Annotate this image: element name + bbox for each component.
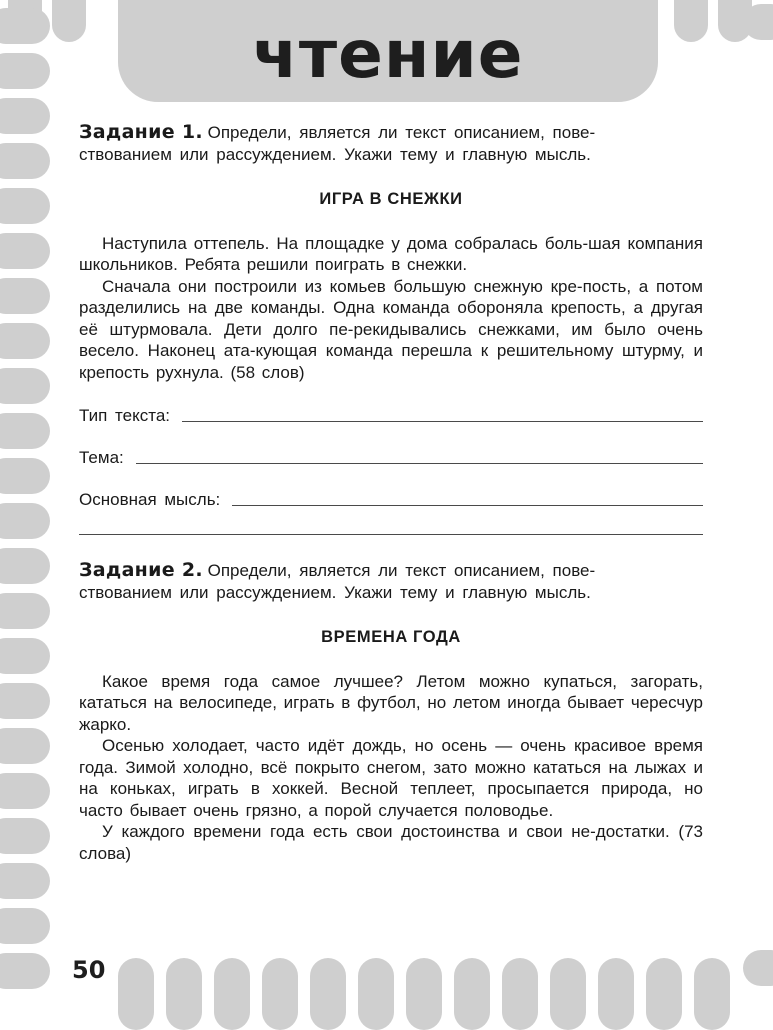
binding-tab bbox=[0, 188, 50, 224]
binding-tab bbox=[0, 818, 50, 854]
binding-tab bbox=[0, 773, 50, 809]
text-type-blank[interactable] bbox=[182, 421, 703, 422]
binding-tab bbox=[0, 233, 50, 269]
binding-tab bbox=[0, 143, 50, 179]
main-idea-label: Основная мысль: bbox=[79, 489, 221, 509]
task-2-instruction-line-1: Определи, является ли текст описанием, пове- bbox=[207, 561, 596, 580]
binding-tab bbox=[0, 98, 50, 134]
theme-label: Тема: bbox=[79, 447, 124, 467]
page-number: 50 bbox=[66, 954, 111, 986]
task-1-label: Задание 1. bbox=[79, 121, 203, 143]
task-2-header bbox=[79, 560, 703, 603]
text-type-label: Тип текста: bbox=[79, 405, 171, 425]
task-2-story-title: ВРЕМЕНА ГОДА bbox=[321, 628, 461, 646]
binding-tab bbox=[0, 683, 50, 719]
bottom-tab bbox=[598, 958, 634, 1030]
bottom-tab bbox=[502, 958, 538, 1030]
bottom-tab bbox=[310, 958, 346, 1030]
bottom-tab bbox=[406, 958, 442, 1030]
binding-tab bbox=[0, 638, 50, 674]
binding-tab bbox=[0, 503, 50, 539]
bottom-tab bbox=[166, 958, 202, 1030]
bottom-tab bbox=[118, 958, 154, 1030]
binding-tab bbox=[0, 953, 50, 989]
bottom-tab bbox=[550, 958, 586, 1030]
task-1-paragraph: Наступила оттепель. На площадке у дома собралась боль-шая компания школьников. Ребята решили поиграть в снежки. bbox=[79, 233, 703, 274]
task-1 bbox=[79, 122, 703, 535]
main-idea-answer bbox=[79, 489, 703, 510]
binding-tab bbox=[0, 728, 50, 764]
bottom-tab bbox=[454, 958, 490, 1030]
page-title: чтение bbox=[252, 16, 524, 93]
left-binding-tabs bbox=[0, 0, 50, 1000]
task-2-paragraph: Какое время года самое лучшее? Летом можно купаться, загорать, кататься на велосипеде, играть в футбол, но летом иногда бывает чересчур жарко. bbox=[79, 671, 703, 734]
task-1-header bbox=[79, 122, 703, 165]
binding-tab bbox=[0, 863, 50, 899]
binding-tab bbox=[0, 593, 50, 629]
task-2-paragraph: Осенью холодает, часто идёт дождь, но осень — очень красивое время года. Зимой холодно, всё покрыто снегом, зато можно кататься на лыжах и на коньках, играть в хоккей. Весной теплеет, просыпается природа, но часто бывает очень грязно, а порой случается половодье. bbox=[79, 736, 703, 820]
task-2 bbox=[79, 560, 703, 864]
binding-tab bbox=[0, 278, 50, 314]
binding-tab bbox=[0, 8, 50, 44]
main-idea-blank[interactable] bbox=[232, 505, 703, 506]
binding-tab bbox=[0, 908, 50, 944]
binding-tab bbox=[0, 413, 50, 449]
task-1-answers bbox=[79, 405, 703, 535]
binding-tab bbox=[0, 53, 50, 89]
bottom-tab bbox=[694, 958, 730, 1030]
bottom-tab bbox=[214, 958, 250, 1030]
bottom-tab bbox=[646, 958, 682, 1030]
content bbox=[79, 122, 703, 864]
theme-blank[interactable] bbox=[136, 463, 703, 464]
task-1-instruction-line-2: ствованием или рассуждением. Укажи тему и главную мысль. bbox=[79, 144, 591, 164]
bottom-tab bbox=[358, 958, 394, 1030]
task-1-instruction-line-1: Определи, является ли текст описанием, пове- bbox=[207, 123, 596, 142]
binding-tab bbox=[0, 368, 50, 404]
task-2-label: Задание 2. bbox=[79, 559, 203, 581]
task-2-paragraph: У каждого времени года есть свои достоинства и свои не-достатки. (73 слова) bbox=[79, 822, 703, 863]
main-idea-blank-continuation[interactable] bbox=[79, 534, 703, 535]
text-type-answer bbox=[79, 405, 703, 426]
theme-answer bbox=[79, 447, 703, 468]
binding-tab bbox=[0, 323, 50, 359]
binding-tab bbox=[0, 458, 50, 494]
bottom-tab bbox=[262, 958, 298, 1030]
binding-tab bbox=[0, 548, 50, 584]
task-1-story-title: ИГРА В СНЕЖКИ bbox=[319, 190, 463, 208]
task-2-instruction-line-2: ствованием или рассуждением. Укажи тему и главную мысль. bbox=[79, 582, 591, 602]
task-1-paragraph: Сначала они построили из комьев большую снежную кре-пость, а потом разделились на две команды. Одна команда обороняла крепость, а другая её штурмовала. Дети долго пе-рекидывались снежками, им было очень весело. Наконец ата-кующая команда перешла к решительному штурму, и крепость рухнула. (58 слов) bbox=[79, 276, 703, 382]
